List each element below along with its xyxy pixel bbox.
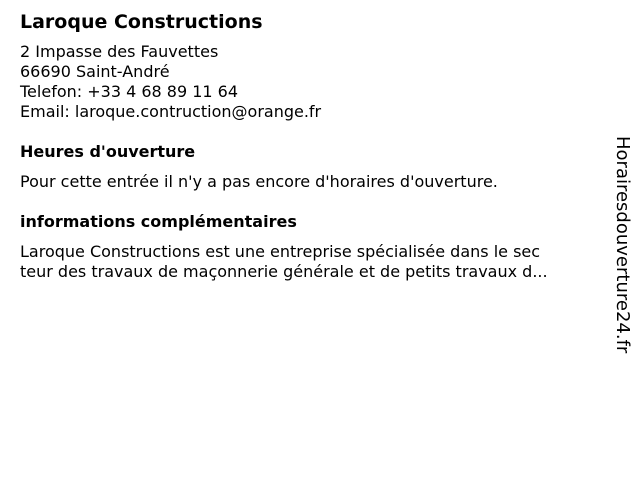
business-listing bbox=[20, 10, 600, 282]
address-street: 2 Impasse des Fauvettes bbox=[20, 42, 219, 61]
additional-info-text bbox=[20, 242, 600, 282]
additional-info-line: Laroque Constructions est une entreprise spécialisée dans le sec bbox=[20, 242, 541, 261]
business-name: Laroque Constructions bbox=[20, 11, 263, 33]
opening-hours-text: Pour cette entrée il n'y a pas encore d'horaires d'ouverture. bbox=[20, 172, 498, 191]
opening-hours-heading: Heures d'ouverture bbox=[20, 142, 196, 161]
email-address: Email: laroque.contruction@orange.fr bbox=[20, 102, 322, 121]
site-watermark: Horairesdouverture24.fr bbox=[612, 136, 633, 354]
phone-number: Telefon: +33 4 68 89 11 64 bbox=[20, 82, 239, 101]
additional-info-line: teur des travaux de maçonnerie générale et de petits travaux d... bbox=[20, 262, 548, 281]
additional-info-heading: informations complémentaires bbox=[20, 212, 297, 231]
address-city: 66690 Saint-André bbox=[20, 62, 170, 81]
